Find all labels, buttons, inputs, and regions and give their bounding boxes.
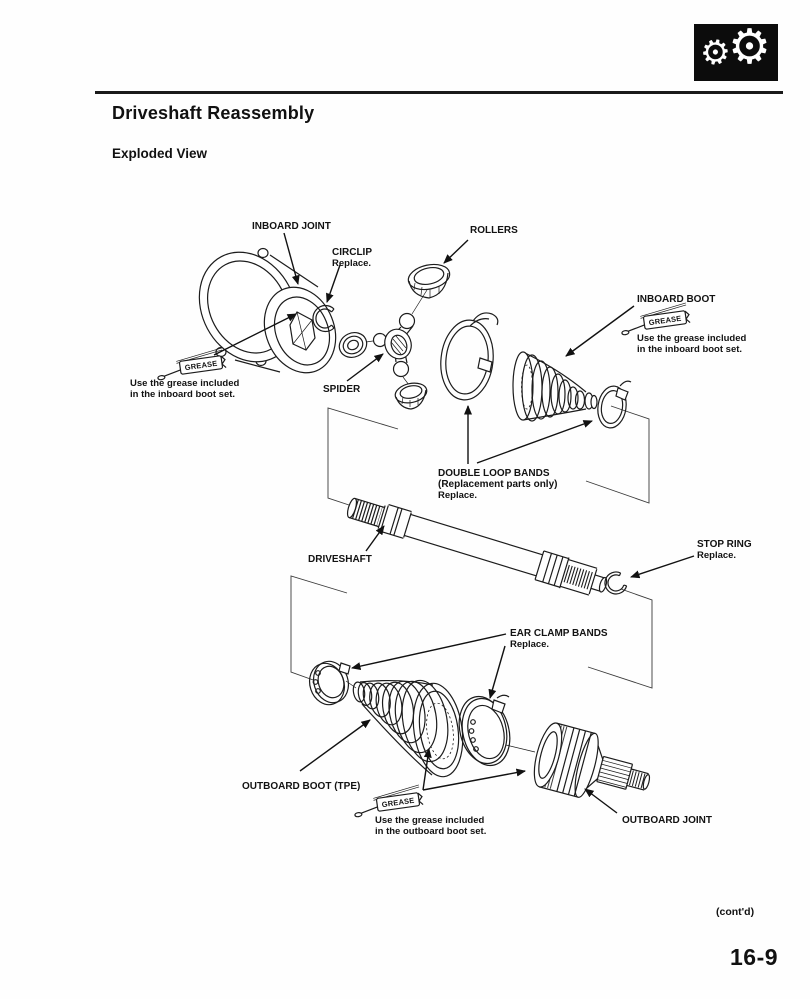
- outboard-joint-label: OUTBOARD JOINT: [622, 815, 712, 826]
- outboard-joint-drawing: [529, 720, 658, 814]
- grease-tag-label: GREASE: [648, 313, 682, 328]
- small-ear-clamp-drawing: [304, 657, 356, 709]
- spider-arrow: [347, 354, 383, 381]
- inboard-boot-drawing: [513, 352, 597, 421]
- inboard-band-drawing: [595, 381, 631, 430]
- double-loop-bands-note1: (Replacement parts only): [438, 479, 558, 490]
- outboard-boot-label: OUTBOARD BOOT (TPE): [242, 781, 361, 792]
- double-loop-bands-label: DOUBLE LOOP BANDS: [438, 468, 550, 479]
- inboard-grease-note-line2: in the inboard boot set.: [637, 344, 743, 355]
- ear-clamp-bands-label: EAR CLAMP BANDS: [510, 628, 608, 639]
- stop-ring-arrow: [631, 556, 694, 577]
- small-gear-icon: ⚙: [696, 30, 735, 76]
- circlip-arrow: [327, 265, 340, 302]
- grease-tag-inboard-right: [619, 303, 691, 335]
- inboard-boot-label: INBOARD BOOT: [637, 294, 716, 305]
- stop-ring-drawing: [605, 572, 627, 594]
- outboard-grease-note-line1: Use the grease included: [375, 815, 485, 826]
- bracket-lines: [291, 406, 652, 688]
- driveshaft-arrow: [366, 526, 384, 551]
- ear-clamp-bands-note: Replace.: [510, 639, 550, 650]
- contd-note: (cont'd): [716, 906, 755, 918]
- inboard-grease-note-line1: Use the grease included: [130, 378, 240, 389]
- double-loop-band-arrow-2: [477, 421, 592, 463]
- inboard-joint-arrow: [284, 233, 298, 284]
- ear-clamp-arrow-1: [352, 634, 506, 668]
- ear-clamp-arrow-2: [490, 646, 505, 698]
- section-subtitle: Exploded View: [112, 146, 208, 161]
- page-title: Driveshaft Reassembly: [112, 103, 315, 123]
- driveshaft-drawing: [344, 492, 611, 601]
- large-ear-clamp-drawing: [452, 691, 535, 770]
- page-number: 16-9: [730, 944, 779, 970]
- grease-tag-label: GREASE: [381, 795, 415, 810]
- outboard-grease-note-line2: in the outboard boot set.: [375, 826, 487, 837]
- inboard-joint-label: INBOARD JOINT: [252, 221, 331, 232]
- large-gear-icon: ⚙: [728, 19, 772, 75]
- outboard-grease-arrow-1: [423, 749, 429, 790]
- outboard-boot-drawing: [352, 677, 468, 780]
- outboard-joint-arrow: [585, 789, 617, 813]
- spider-label: SPIDER: [323, 384, 361, 395]
- grease-tag-outboard: [352, 785, 424, 817]
- circlip-note: Replace.: [332, 258, 372, 269]
- rollers-arrow: [444, 240, 468, 263]
- double-loop-band-drawing: [437, 313, 498, 403]
- inboard-grease-note-line1: Use the grease included: [637, 333, 747, 344]
- grease-tag-label: GREASE: [184, 358, 218, 373]
- stop-ring-note: Replace.: [697, 550, 737, 561]
- driveshaft-label: DRIVESHAFT: [308, 554, 372, 565]
- double-loop-bands-note2: Replace.: [438, 490, 478, 501]
- outboard-grease-arrow-2: [423, 771, 525, 790]
- stop-ring-label: STOP RING: [697, 539, 752, 550]
- rollers-label: ROLLERS: [470, 225, 518, 236]
- circlip-label: CIRCLIP: [332, 247, 372, 258]
- inboard-grease-note-line2: in the inboard boot set.: [130, 389, 236, 400]
- outboard-boot-arrow: [300, 720, 370, 771]
